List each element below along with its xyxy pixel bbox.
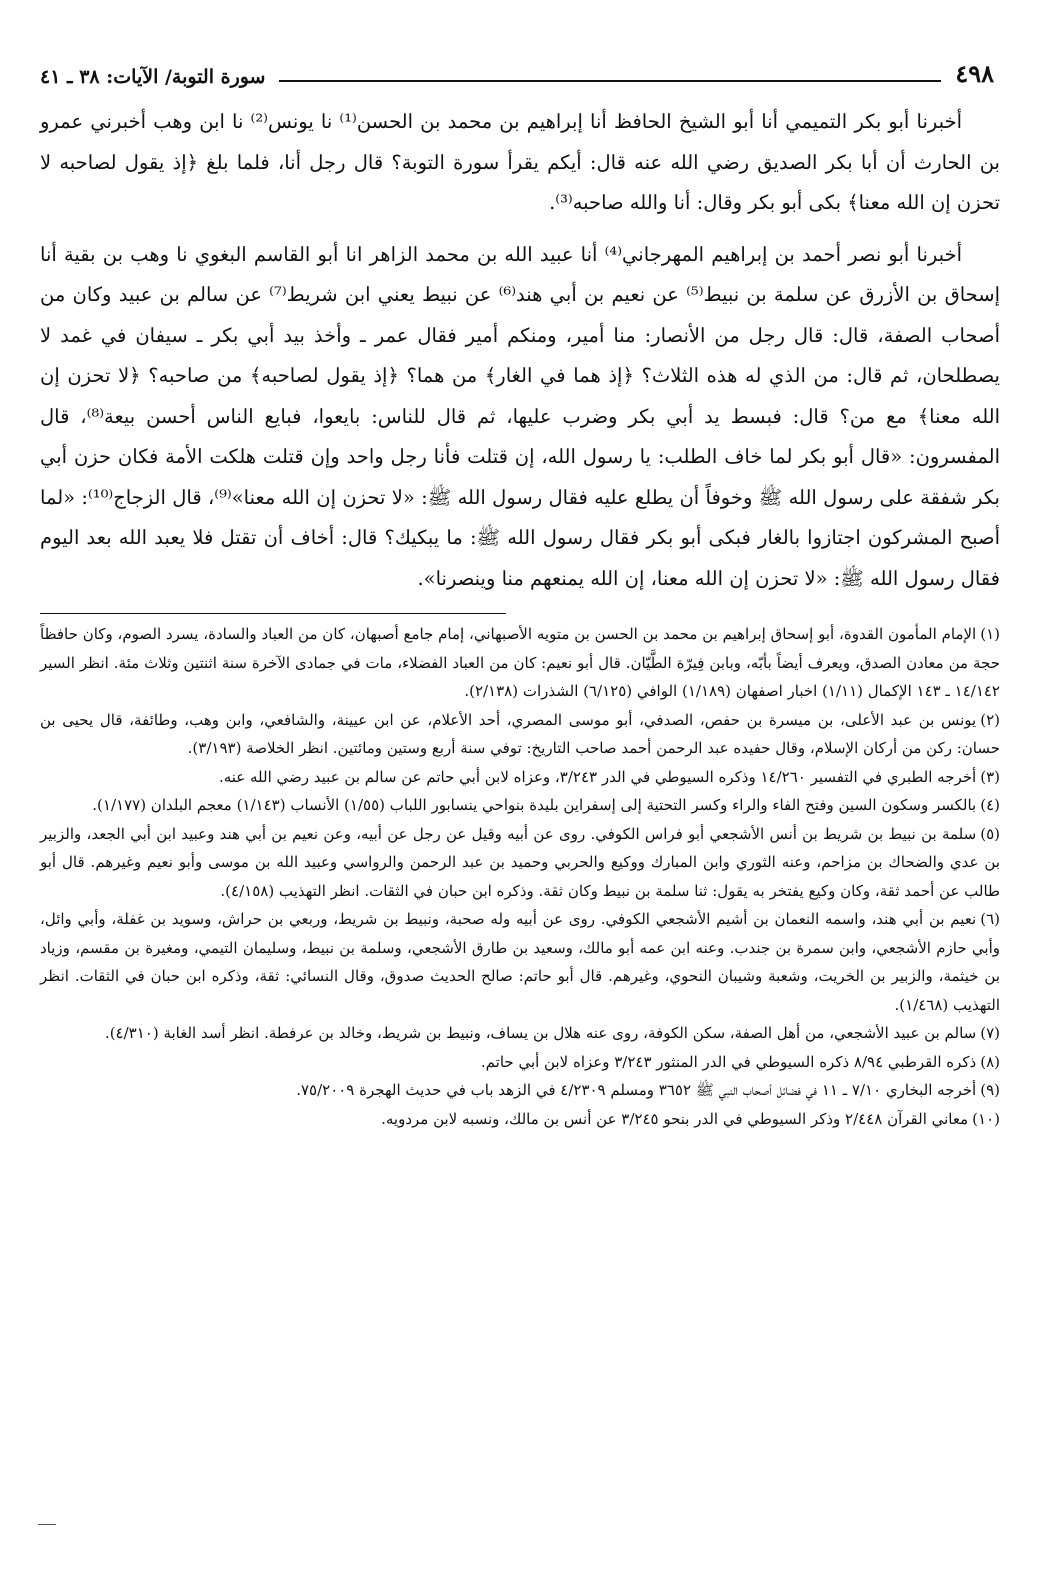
footnote-number: (٥)	[980, 824, 1000, 843]
main-text	[40, 102, 1000, 599]
footnote-6	[40, 905, 1000, 1019]
footnote-text: يونس بن عبد الأعلى، بن ميسرة بن حفص، الصدفي، أبو موسى المصري، أحد الأعلام، عن ابن عيينة، والشافعي، وابن وهب، وطائفة، قال يحيى بن حسان: ركن من أركان الإسلام، وقال حفيده عبد الرحمن أحمد صاحب التاريخ: توفي سنة أربع وستين ومائتين. انظر الخلاصة (٣/١٩٣).	[40, 710, 1000, 757]
footnote-3	[40, 763, 1000, 792]
footnote-text: معاني القرآن ٢/٤٤٨ وذكر السيوطي في الدر بنحو ٣/٢٤٥ عن أنس بن مالك، ونسبه لابن مردويه.	[381, 1109, 969, 1128]
footnote-text: سلمة بن نبيط بن شريط بن أنس الأشجعي أبو فراس الكوفي. روى عن أبيه وقيل عن رجل عن أبيه، وعن نعيم بن أبي هند وعبيد ابن أبي الجعد، والزبير بن عدي والضحاك بن مزاحم، وعنه الثوري وابن المبارك ووكيع والحربي وحميد بن عبد الرحمن والرواسي وعبيد الله بن موسى وأبو نعيم وغيرهم. قال أبو طالب عن أحمد ثقة، وكان وكيع يفتخر به يقول: ثنا سلمة بن نبيط وكان ثقة. وذكره ابن حبان في الثقات. انظر التهذيب (٤/١٥٨).	[40, 824, 1000, 900]
header-rule	[279, 80, 941, 82]
footnote-number: (٦)	[980, 910, 1000, 928]
footnote-text: بالكسر وسكون السين وفتح الفاء والراء وكسر التحتية إلى إسفراين بليدة بنواحي ينسابور اللباب (١/٥٥) الأنساب (١/١٤٣) معجم البلدان (١/١٧٧).	[92, 796, 977, 814]
footnote-text: سالم بن عبيد الأشجعي، من أهل الصفة، سكن الكوفة، روى عنه هلال بن يساف، ونبيط بن شريط، وخالد بن عرفطة. انظر أسد الغابة (٤/٣١٠).	[104, 1024, 977, 1042]
footnote-number: (٢)	[980, 710, 1000, 729]
footnote-text: الإمام المأمون القدوة، أبو إسحاق إبراهيم بن محمد بن الحسن بن متويه الأصبهاني، إمام جامع أصبهان، كان من العباد والسادة، يسرد الصوم، وكان حافظاً حجة من معادن الصدق، ويعرف أيضاً بأبّه، وبابن فِيرّة الطَّيّان. قال أبو نعيم: كان من العباد الفضلاء، مات في جمادى الآخرة سنة اثنتين وثلاث مئة. انظر السير ١٤/١٤٢ ـ ١٤٣ الإكمال (١/١١) اخبار اصفهان (١/١٨٩) الوافي (٦/١٢٥) الشذرات (٢/١٣٨).	[40, 625, 1000, 700]
footnote-number: (٩)	[980, 1081, 1000, 1099]
bottom-margin-mark	[38, 1524, 56, 1525]
footnote-number: (٧)	[980, 1024, 1000, 1042]
footnote-text: ذكره القرطبي ٨/٩٤ ذكره السيوطي في الدر المنثور ٣/٢٤٣ وعزاه لابن أبي حاتم.	[480, 1052, 977, 1071]
footnote-10	[40, 1105, 1000, 1134]
footnote-number: (٨)	[980, 1052, 1000, 1071]
footnote-number: (٣)	[980, 767, 1000, 786]
footnote-8	[40, 1048, 1000, 1077]
footnote-1	[40, 620, 1000, 706]
footnote-number: (١٠)	[972, 1109, 1000, 1128]
footnote-2	[40, 706, 1000, 763]
footnote-number: (٤)	[980, 796, 1000, 814]
paragraph-2: أخبرنا أبو نصر أحمد بن إبراهيم المهرجاني⁽⁴⁾ أنا عبيد الله بن محمد الزاهر انا أبو القاسم البغوي نا وهب بن بقية أنا إسحاق بن الأزرق عن سلمة بن نبيط⁽⁵⁾ عن نعيم بن أبي هند⁽⁶⁾ عن نبيط يعني ابن شريط⁽⁷⁾ عن سالم بن عبيد وكان من أصحاب الصفة، قال: قال رجل من الأنصار: منا أمير، ومنكم أمير فقال عمر ـ وأخذ بيد أبي بكر ـ سيفان في غمد لا يصطلحان، ثم قال: من الذي له هذه الثلاث؟ ﴿إذ هما في الغار﴾ من هما؟ ﴿إذ يقول لصاحبه﴾ من صاحبه؟ ﴿لا تحزن إن الله معنا﴾ مع من؟ قال: فبسط يد أبي بكر وضرب عليها، ثم قال للناس: بايعوا، فبايع الناس أحسن بيعة⁽⁸⁾، قال المفسرون: «قال أبو بكر لما خاف الطلب: يا رسول الله، إن قتلت فأنا رجل واحد وإن قتلت هلكت الأمة فكان حزن أبي بكر شفقة على رسول الله ﷺ وخوفاً أن يطلع عليه فقال رسول الله ﷺ: «لا تحزن إن الله معنا»⁽⁹⁾، قال الزجاج⁽¹⁰⁾: «لما أصبح المشركون اجتازوا بالغار فبكى أبو بكر فقال رسول الله ﷺ: ما يبكيك؟ قال: أخاف أن تقتل فلا يعبد الله بعد اليوم فقال رسول الله ﷺ: «لا تحزن إن الله معنا، إن الله يمنعهم منا وينصرنا».	[40, 242, 1001, 590]
page-header	[40, 52, 1000, 88]
footnote-5	[40, 820, 1000, 906]
paragraph-1: أخبرنا أبو بكر التميمي أنا أبو الشيخ الحافظ أنا إبراهيم بن محمد بن الحسن⁽¹⁾ نا يونس⁽²⁾ نا ابن وهب أخبرني عمرو بن الحارث أن أبا بكر الصديق رضي الله عنه قال: أيكم يقرأ سورة التوبة؟ قال رجل أنا، فلما بلغ ﴿إذ يقول لصاحبه لا تحزن إن الله معنا﴾ بكى أبو بكر وقال: أنا والله صاحبه⁽³⁾.	[40, 110, 1000, 214]
footnote-text: أخرجه البخاري ٧/١٠ ـ ١١ في فضائل أصحاب النبي ﷺ ٣٦٥٢ ومسلم ٤/٢٣٠٩ في الزهد باب في حديث الهجرة ٧٥/٢٠٠٩.	[296, 1081, 977, 1099]
document-page	[40, 52, 1000, 1133]
footnotes	[40, 620, 1000, 1133]
footnote-7	[40, 1019, 1000, 1048]
footnote-number: (١)	[980, 625, 1000, 643]
footnote-text: نعيم بن أبي هند، واسمه النعمان بن أشيم الأشجعي الكوفي. روى عن أبيه وله صحبة، ونبيط بن شريط، وربعي بن حراش، وسويد بن غفلة، وأبي وائل، وأبي حازم الأشجعي، وابن سمرة بن جندب. وعنه ابن عمه أبو مالك، وسعيد بن طارق الأشجعي، وسلمة بن نبيط، وسليمان التيمي، ومغيرة بن مقسم، وزياد بن خيثمة، والزبير بن الخريت، وشعبة وشيبان النحوي، وغيرهم. قال أبو حاتم: صالح الحديث صدوق، وقال النسائي: ثقة، وذكره ابن حبان في الثقات. انظر التهذيب (١/٤٦٨).	[40, 910, 1000, 1014]
page-number: ٤٩٨	[955, 59, 994, 88]
footnote-9	[40, 1076, 1000, 1105]
footnote-text: أخرجه الطبري في التفسير ١٤/٢٦٠ وذكره السيوطي في الدر ٣/٢٤٣، وعزاه لابن أبي حاتم عن سالم بن عبيد رضي الله عنه.	[218, 767, 977, 786]
footnote-4	[40, 791, 1000, 820]
footnote-separator	[40, 613, 506, 614]
surah-title: سورة التوبة/ الآيات: ٣٨ ـ ٤١	[40, 66, 266, 88]
